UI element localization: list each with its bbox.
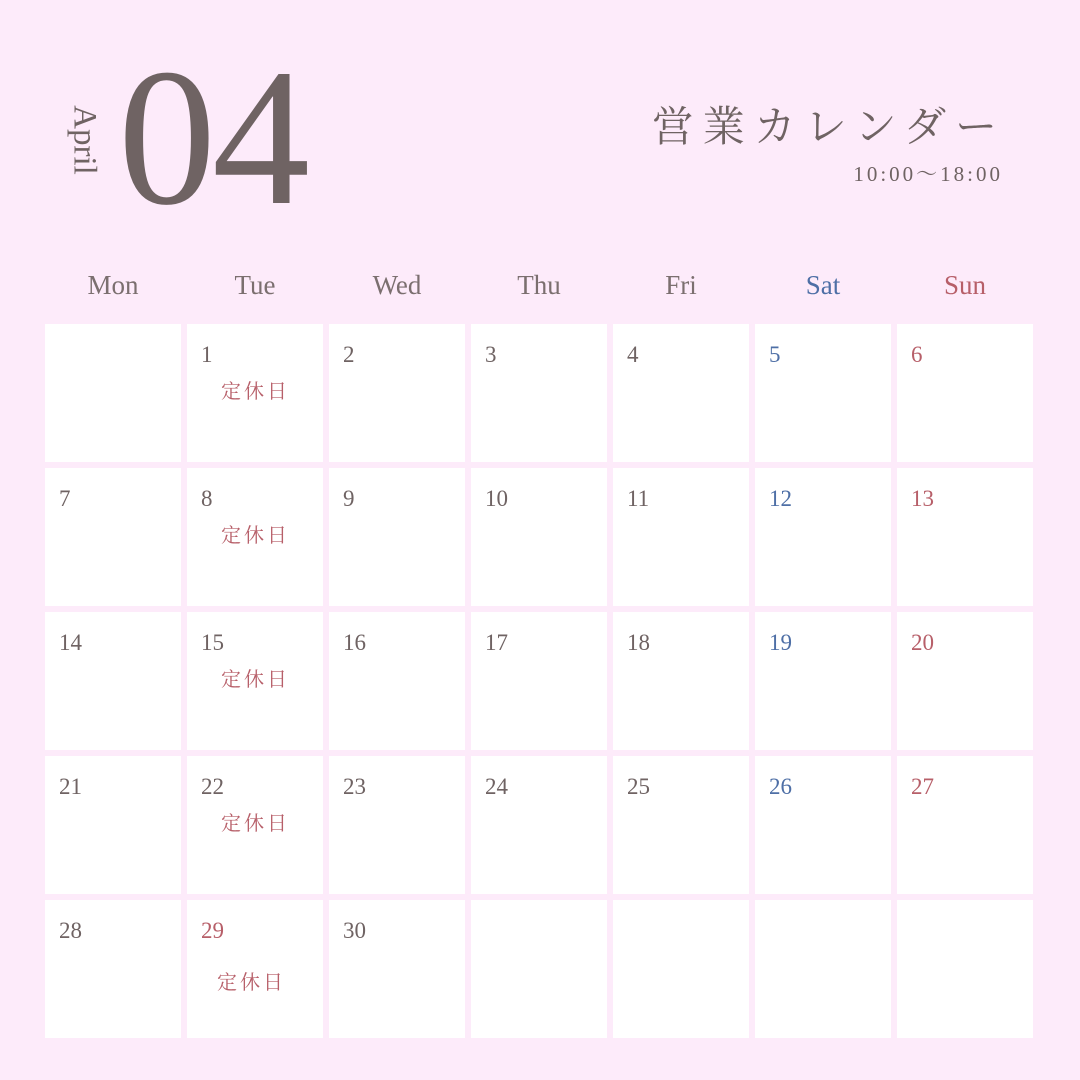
calendar-day-cell xyxy=(755,468,891,606)
calendar-grid xyxy=(45,324,1035,1040)
calendar-day-cell xyxy=(471,612,607,750)
calendar-day-cell xyxy=(897,756,1033,894)
calendar-day-cell xyxy=(329,324,465,462)
calendar-day-cell xyxy=(471,468,607,606)
day-number: 15 xyxy=(201,630,224,655)
day-number: 24 xyxy=(485,774,508,799)
day-number: 28 xyxy=(59,918,82,943)
closed-day-label: 定休日 xyxy=(221,811,290,835)
day-number: 7 xyxy=(59,486,71,511)
calendar-day-cell xyxy=(45,468,181,606)
calendar-day-cell xyxy=(755,324,891,462)
day-number: 8 xyxy=(201,486,213,511)
calendar-day-cell xyxy=(187,324,323,462)
weekday-sun: Sun xyxy=(943,270,987,300)
calendar-day-cell xyxy=(755,900,891,1038)
calendar-day-cell xyxy=(329,468,465,606)
weekday-fri: Fri xyxy=(665,270,697,300)
calendar-day-cell xyxy=(471,756,607,894)
day-number: 27 xyxy=(911,774,934,799)
weekday-mon: Mon xyxy=(87,270,139,300)
day-number: 23 xyxy=(343,774,366,799)
calendar-day-cell xyxy=(897,612,1033,750)
day-number: 13 xyxy=(911,486,934,511)
day-number: 22 xyxy=(201,774,224,799)
weekday-thu: Thu xyxy=(517,270,561,300)
closed-day-label: 定休日 xyxy=(217,970,286,994)
calendar-day-cell xyxy=(187,468,323,606)
page-title: 営業カレンダー xyxy=(651,102,1006,151)
weekday-tue: Tue xyxy=(234,270,276,300)
calendar-day-cell xyxy=(897,900,1033,1038)
weekday-sat: Sat xyxy=(805,270,841,300)
day-number: 17 xyxy=(485,630,508,655)
month-name xyxy=(44,95,124,185)
calendar-day-cell xyxy=(897,324,1033,462)
calendar-day-cell xyxy=(45,756,181,894)
closed-day-label: 定休日 xyxy=(221,379,290,403)
month-name-label: April xyxy=(66,105,103,175)
weekday-wed: Wed xyxy=(372,270,422,300)
calendar-day-cell xyxy=(613,468,749,606)
calendar-day-cell xyxy=(897,468,1033,606)
day-number: 16 xyxy=(343,630,366,655)
calendar-day-cell xyxy=(613,612,749,750)
day-number: 6 xyxy=(911,342,923,367)
calendar-day-cell xyxy=(187,612,323,750)
calendar-day-cell xyxy=(329,900,465,1038)
day-number: 11 xyxy=(627,486,650,511)
day-number: 9 xyxy=(343,486,355,511)
month-number: 04 xyxy=(118,29,306,246)
calendar-day-cell xyxy=(187,756,323,894)
day-number: 2 xyxy=(343,342,355,367)
weekday-header xyxy=(45,270,1035,310)
calendar-day-cell xyxy=(187,900,323,1038)
calendar-day-cell xyxy=(45,612,181,750)
day-number: 25 xyxy=(627,774,650,799)
calendar-day-cell xyxy=(613,756,749,894)
day-number: 5 xyxy=(769,342,781,367)
day-number: 1 xyxy=(201,342,213,367)
calendar-day-cell xyxy=(471,900,607,1038)
day-number: 10 xyxy=(485,486,508,511)
day-number: 18 xyxy=(627,630,650,655)
calendar-day-cell xyxy=(45,900,181,1038)
day-number: 20 xyxy=(911,630,934,655)
calendar-day-cell xyxy=(471,324,607,462)
calendar-day-cell xyxy=(329,612,465,750)
calendar-day-cell xyxy=(755,612,891,750)
day-number: 26 xyxy=(769,774,792,799)
day-number: 12 xyxy=(769,486,792,511)
closed-day-label: 定休日 xyxy=(221,667,290,691)
day-number: 4 xyxy=(627,342,639,367)
day-number: 29 xyxy=(201,918,224,943)
day-number: 19 xyxy=(769,630,792,655)
day-number: 14 xyxy=(59,630,82,655)
day-number: 21 xyxy=(59,774,82,799)
closed-day-label: 定休日 xyxy=(221,523,290,547)
day-number: 3 xyxy=(485,342,497,367)
calendar-day-cell xyxy=(45,324,181,462)
calendar-day-cell xyxy=(329,756,465,894)
calendar-day-cell xyxy=(613,900,749,1038)
day-number: 30 xyxy=(343,918,366,943)
business-hours: 10:00～18:00 xyxy=(853,162,1003,186)
calendar-day-cell xyxy=(613,324,749,462)
calendar-day-cell xyxy=(755,756,891,894)
